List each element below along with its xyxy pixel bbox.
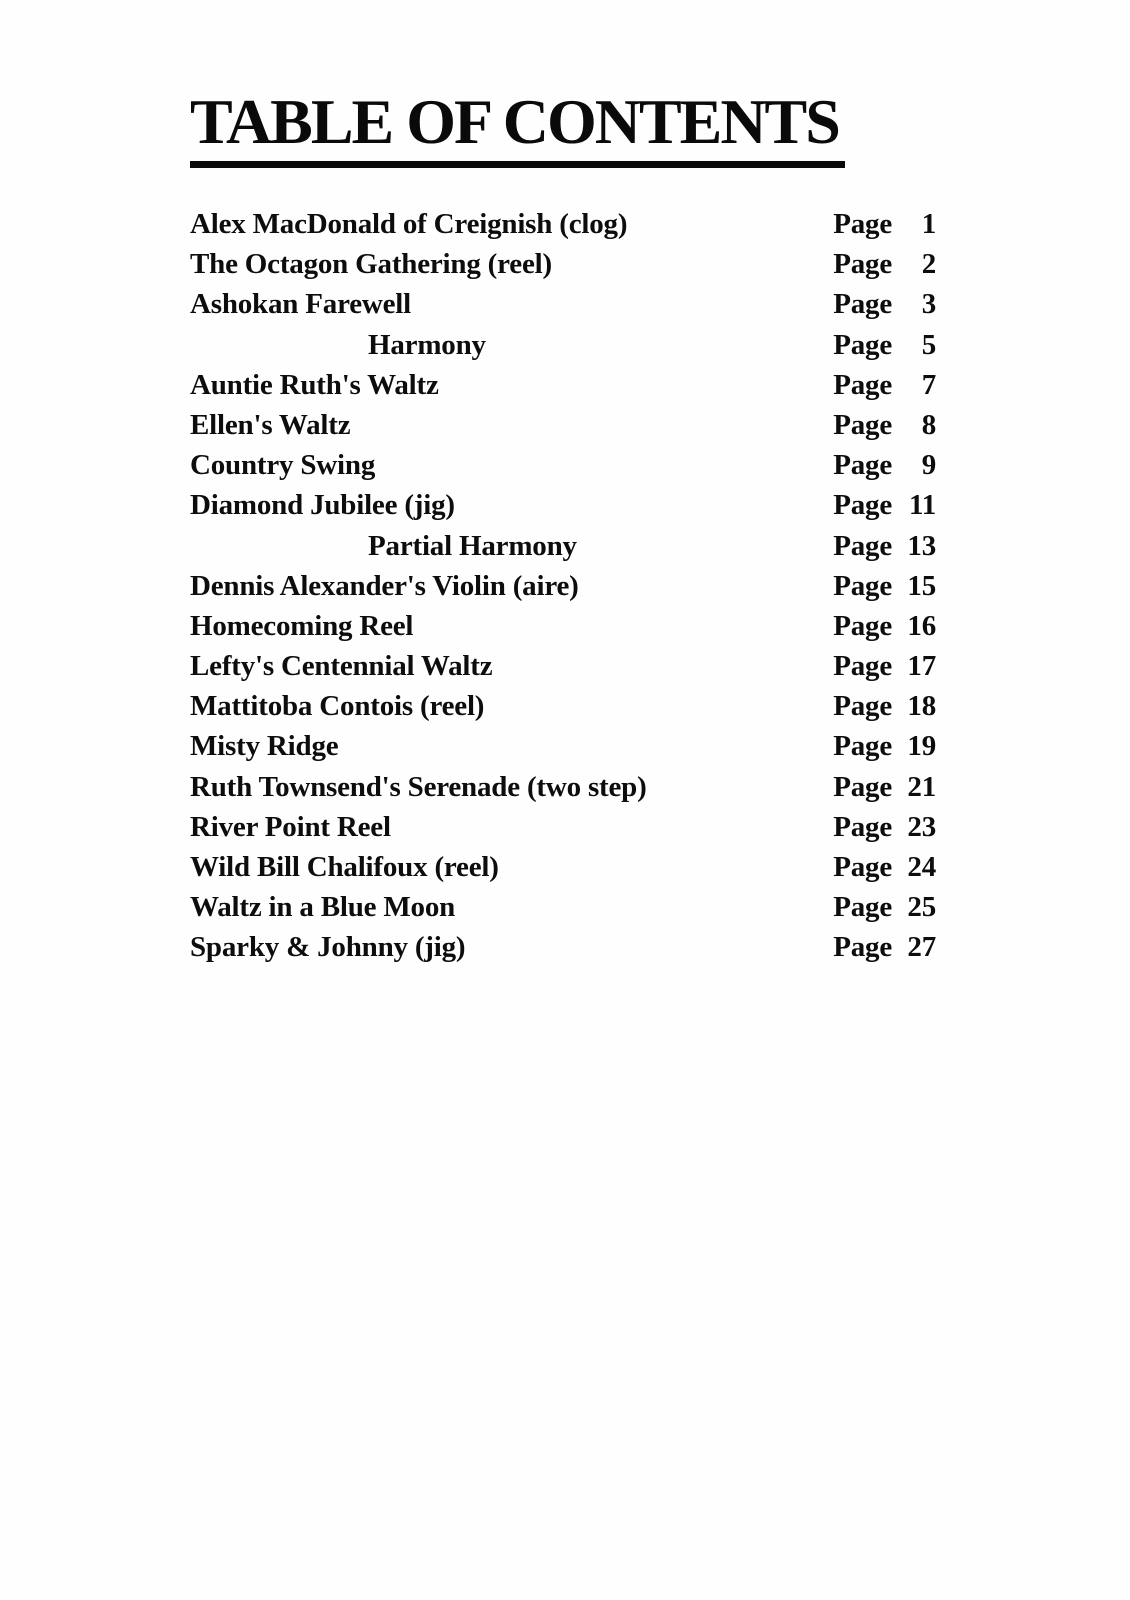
page-reference xyxy=(833,690,936,723)
page-reference xyxy=(833,851,936,884)
page-reference xyxy=(833,610,936,643)
page-word: Page xyxy=(833,609,892,642)
tune-title: River Point Reel xyxy=(190,810,391,843)
toc-entry xyxy=(190,248,936,288)
tune-title: Ruth Townsend's Serenade (two step) xyxy=(190,770,647,803)
page-number: 2 xyxy=(921,248,936,281)
page-word: Page xyxy=(833,449,892,482)
tune-title: Diamond Jubilee (jig) xyxy=(190,489,455,522)
page-word: Page xyxy=(833,730,892,763)
tune-title: Ashokan Farewell xyxy=(190,288,412,321)
page-number: 5 xyxy=(921,328,936,361)
page-number: 18 xyxy=(907,690,936,723)
tune-title: Misty Ridge xyxy=(190,730,339,763)
page-reference xyxy=(833,570,936,603)
page-reference xyxy=(833,530,936,563)
page-word: Page xyxy=(833,368,892,401)
page-number: 15 xyxy=(907,569,936,602)
tune-title: Auntie Ruth's Waltz xyxy=(190,368,439,401)
toc-entry xyxy=(190,570,936,610)
page-number: 23 xyxy=(907,810,936,843)
tune-title: Ellen's Waltz xyxy=(190,408,351,441)
page-number: 24 xyxy=(907,851,936,883)
page-reference xyxy=(833,208,936,241)
page-reference xyxy=(833,329,936,362)
page-word: Page xyxy=(833,891,892,924)
page-number: 17 xyxy=(907,650,936,683)
page-word: Page xyxy=(833,690,892,723)
page-word: Page xyxy=(833,529,892,562)
tune-title: Country Swing xyxy=(190,449,376,482)
page-word: Page xyxy=(833,408,892,441)
page-word: Page xyxy=(833,328,892,361)
page-number: 19 xyxy=(907,730,936,763)
toc-entry xyxy=(190,730,936,770)
toc-entry xyxy=(190,811,936,851)
tune-title: Wild Bill Chalifoux (reel) xyxy=(190,851,499,883)
toc-list xyxy=(190,208,936,972)
page-word: Page xyxy=(833,650,892,683)
tune-title: Partial Harmony xyxy=(368,529,577,562)
tune-title: Lefty's Centennial Waltz xyxy=(190,650,493,683)
page-reference xyxy=(833,730,936,763)
page-number: 8 xyxy=(921,408,936,441)
page-word: Page xyxy=(833,489,892,522)
page-word: Page xyxy=(833,208,892,240)
toc-entry xyxy=(190,891,936,931)
page-number: 27 xyxy=(907,931,936,964)
toc-entry xyxy=(190,288,936,328)
tune-title: Dennis Alexander's Violin (aire) xyxy=(190,569,579,602)
toc-entry xyxy=(190,690,936,730)
page-word: Page xyxy=(833,288,892,321)
tune-title: Harmony xyxy=(368,328,486,361)
toc-entry xyxy=(190,771,936,811)
page-number: 21 xyxy=(907,770,936,803)
tune-title: The Octagon Gathering (reel) xyxy=(190,248,552,281)
toc-entry xyxy=(190,851,936,891)
page-reference xyxy=(833,248,936,281)
page-reference xyxy=(833,288,936,321)
page-reference xyxy=(833,409,936,442)
tune-title: Homecoming Reel xyxy=(190,609,414,642)
page-number: 9 xyxy=(921,449,936,482)
page-reference xyxy=(833,891,936,924)
page-reference xyxy=(833,811,936,844)
page-reference xyxy=(833,449,936,482)
toc-entry xyxy=(190,409,936,449)
page-word: Page xyxy=(833,810,892,843)
page-number: 13 xyxy=(907,529,936,562)
page-reference xyxy=(833,931,936,964)
toc-entry xyxy=(190,931,936,971)
page-word: Page xyxy=(833,248,892,281)
toc-entry xyxy=(190,650,936,690)
page-reference xyxy=(833,489,936,522)
toc-entry xyxy=(190,369,936,409)
tune-title: Waltz in a Blue Moon xyxy=(190,891,456,924)
page-title: TABLE OF CONTENTS xyxy=(190,90,845,168)
tune-title: Sparky & Johnny (jig) xyxy=(190,931,466,964)
toc-entry xyxy=(190,208,936,248)
page-number: 25 xyxy=(907,891,936,924)
page-word: Page xyxy=(833,569,892,602)
page-word: Page xyxy=(833,851,892,883)
page-reference xyxy=(833,369,936,402)
toc-entry xyxy=(190,530,936,570)
page-number: 7 xyxy=(921,368,936,401)
page-number: 16 xyxy=(907,609,936,642)
page-word: Page xyxy=(833,931,892,964)
toc-entry xyxy=(190,449,936,489)
page-number: 3 xyxy=(921,288,936,321)
toc-entry xyxy=(190,610,936,650)
tune-title: Alex MacDonald of Creignish (clog) xyxy=(190,208,628,240)
toc-entry xyxy=(190,329,936,369)
toc-entry xyxy=(190,489,936,529)
page-word: Page xyxy=(833,770,892,803)
page-reference xyxy=(833,650,936,683)
page-number: 11 xyxy=(909,489,936,522)
page-reference xyxy=(833,771,936,804)
page-number: 1 xyxy=(921,208,936,240)
tune-title: Mattitoba Contois (reel) xyxy=(190,690,485,723)
